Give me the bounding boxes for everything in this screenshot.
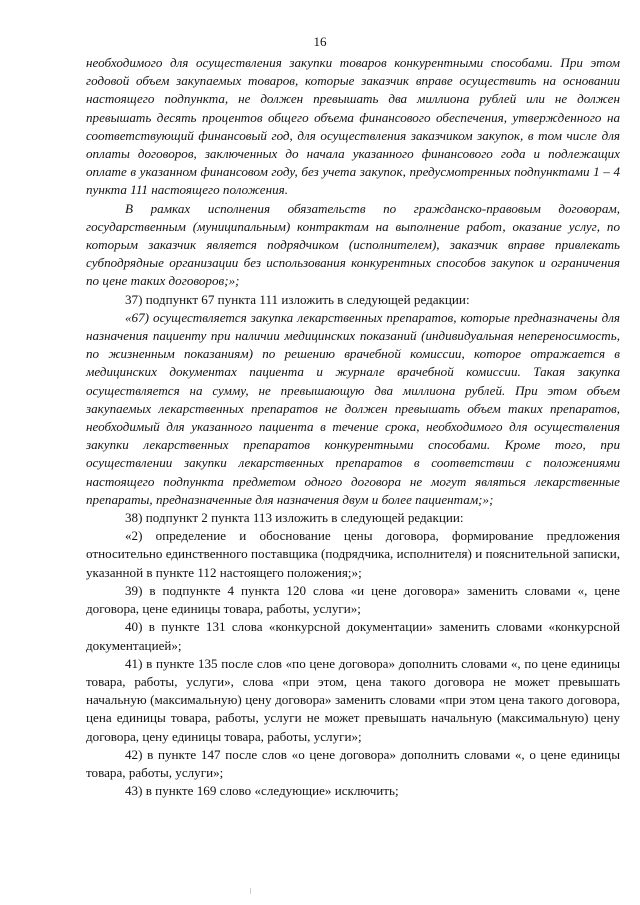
paragraph-item-39: 39) в подпункте 4 пункта 120 слова «и цене договора» заменить словами «, цене договора, цене единицы товара, работы, услуги»; <box>86 582 620 617</box>
paragraph-item-43: 43) в пункте 169 слово «следующие» исключить; <box>125 783 399 799</box>
scan-artifact <box>250 888 251 894</box>
paragraph-subcontractors: В рамках исполнения обязательств по гражданско-правовым договорам, государственным (муниципальным) контрактам на выполнение работ, оказание услуг, по которым заказчик является подрядчиком (исполнителем), заказчик вправе привлекать субподрядные организации без использования конкурентных способов закупок и ограничения по цене таких договоров;»; <box>86 200 620 289</box>
paragraph-item-40: 40) в пункте 131 слова «конкурсной документации» заменить словами «конкурсной документацией»; <box>86 619 620 653</box>
paragraph-item-41: 41) в пункте 135 после слов «по цене договора» дополнить словами «, по цене единицы товара, работы, услуги», слова «при этом, цена такого договора не может превышать начальную (максимальную) цену договора» заменить словами «при этом цена такого договора, цена единицы товара, работы, услуги не может превышать начальную (максимальную) цену договора, цену единицы товара, работы, услуги»; <box>86 655 620 744</box>
paragraph-item-38: 38) подпункт 2 пункта 113 изложить в следующей редакции: <box>125 510 464 526</box>
paragraph-continuation: необходимого для осуществления закупки товаров конкурентными способами. При этом годовой объем закупаемых товаров, которые заказчик вправе осуществить на основании настоящего подпункта, не должен превышать два миллиона рублей или не должен превышать десять процентов общего объема финансового обеспечения, утвержденного на соответствующий финансовый год, для осуществления заказчиком закупок, в том числе для оплаты договоров, заключенных до начала указанного финансового года и подлежащих оплате в указанном финансовом году, без учета закупок, предусмотренных подпунктами 1 – 4 пункта 111 настоящего положения. <box>86 55 620 198</box>
paragraph-item-42: 42) в пункте 147 после слов «о цене договора» дополнить словами «, о цене единицы товара, работы, услуги»; <box>86 746 620 780</box>
paragraph-subitem-2: «2) определение и обоснование цены договора, формирование предложения относительно единственного поставщика (подрядчика, исполнителя) и пояснительной записки, указанной в пункте 112 настоящего положения;»; <box>86 528 620 580</box>
paragraph-item-37: 37) подпункт 67 пункта 111 изложить в следующей редакции: <box>125 291 470 307</box>
page-number: 16 <box>313 34 327 49</box>
paragraph-subitem-67: «67) осуществляется закупка лекарственных препаратов, которые предназначены для назначения пациенту при наличии медицинских показаний (индивидуальная непереносимость, по жизненным показаниям) по решению врачебной комиссии, которое отражается в медицинских документах пациента и журнале врачебной комиссии. Такая закупка осуществляется на сумму, не превышающую два миллиона рублей. При этом объем закупаемых лекарственных препаратов не должен превышать объем таких препаратов, необходимый для указанного пациента в течение срока, необходимого для осуществления закупки лекарственных препаратов конкурентными способами. Кроме того, при осуществлении закупки лекарственных препаратов в соответствии с положениями настоящего подпункта предметом одного договора не могут являться лекарственные препараты, предназначенные для назначения двум и более пациентам;»; <box>86 309 620 507</box>
document-body <box>86 54 620 800</box>
